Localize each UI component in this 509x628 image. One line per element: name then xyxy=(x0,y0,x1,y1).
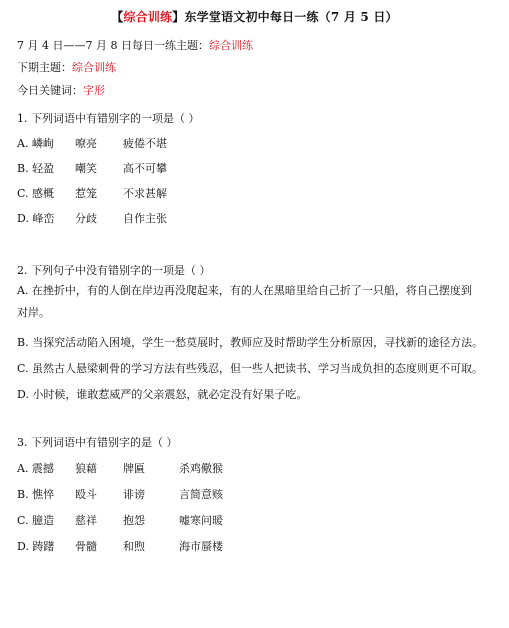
q3-a-word4: 杀鸡儆猴 xyxy=(179,462,223,475)
q3-d-word2: 骨髓 xyxy=(75,540,97,553)
q1-b-word2: 嘲笑 xyxy=(75,162,97,175)
q2-stem: 2. 下列句子中没有错别字的一项是（ ） xyxy=(17,264,211,277)
next-theme-topic: 综合训练 xyxy=(72,61,116,74)
q3-d-word1: D. 踌躇 xyxy=(17,540,55,553)
keyword-label: 今日关键词： xyxy=(17,84,83,97)
q1-d-word3: 自作主张 xyxy=(123,212,167,225)
q2-option-c: C. 虽然古人悬梁刺骨的学习方法有些残忍，但一些人把读书、学习当成负担的态度则更不可取。 xyxy=(17,362,484,375)
q2-option-d: D. 小时候，谁敢惹威严的父亲震怒，就必定没有好果子吃。 xyxy=(17,388,308,401)
theme-range: 7 月 4 日——7 月 8 日每日一练主题： xyxy=(17,39,209,52)
keyword-line xyxy=(17,82,105,98)
q3-b-word3: 诽谤 xyxy=(123,488,145,501)
q1-c-word3: 不求甚解 xyxy=(123,187,167,200)
q3-b-word1: B. 憔悴 xyxy=(17,488,55,501)
title-rest: 东学堂语文初中每日一练（7 月 5 日） xyxy=(184,10,398,24)
q1-b-word1: B. 轻盈 xyxy=(17,162,55,175)
q3-d-word4: 海市蜃楼 xyxy=(179,540,223,553)
q3-c-word4: 嘘寒问暖 xyxy=(179,514,223,527)
q1-stem: 1. 下列词语中有错别字的一项是（ ） xyxy=(17,112,200,125)
theme-topic: 综合训练 xyxy=(208,39,253,52)
theme-line xyxy=(17,37,253,53)
q3-c-word2: 慈祥 xyxy=(75,514,97,527)
q3-c-word1: C. 臆造 xyxy=(17,514,55,527)
q1-a-word2: 嘹亮 xyxy=(75,137,97,150)
q3-a-word2: 狼藉 xyxy=(75,462,97,475)
q3-c-word3: 抱怨 xyxy=(123,514,145,527)
q2-option-a xyxy=(17,280,497,324)
keyword-value: 字形 xyxy=(83,84,105,97)
q1-c-word2: 惹笼 xyxy=(75,187,97,200)
title-bracket-close: 】 xyxy=(172,10,185,24)
q1-a-word3: 疲倦不堪 xyxy=(123,137,167,150)
q2-a-line1: A. 在挫折中，有的人倒在岸边再没爬起来，有的人在黑暗里给自己折了一只船，将自己摆度到 xyxy=(17,284,472,297)
q1-d-word1: D. 峰峦 xyxy=(17,212,55,225)
q1-d-word2: 分歧 xyxy=(75,212,97,225)
page-title xyxy=(0,8,509,25)
next-theme-line xyxy=(17,59,116,75)
q2-a-line2: 对岸。 xyxy=(17,306,50,319)
q3-stem: 3. 下列词语中有错别字的是（ ） xyxy=(17,436,178,449)
next-theme-label: 下期主题： xyxy=(17,61,72,74)
q3-a-word3: 牌匾 xyxy=(123,462,145,475)
q1-a-word1: A. 嶙峋 xyxy=(17,137,54,150)
q2-option-b: B. 当探究活动陷入困境，学生一愁莫展时，教师应及时帮助学生分析原因，寻找新的途径方法。 xyxy=(17,336,484,349)
q3-b-word2: 殴斗 xyxy=(75,488,97,501)
q1-c-word1: C. 感概 xyxy=(17,187,55,200)
title-topic: 综合训练 xyxy=(123,10,173,24)
q3-b-word4: 言简意赅 xyxy=(179,488,223,501)
q3-a-word1: A. 震撼 xyxy=(17,462,54,475)
q1-b-word3: 高不可攀 xyxy=(123,162,167,175)
q3-d-word3: 和煦 xyxy=(123,540,145,553)
title-bracket-open: 【 xyxy=(111,10,124,24)
